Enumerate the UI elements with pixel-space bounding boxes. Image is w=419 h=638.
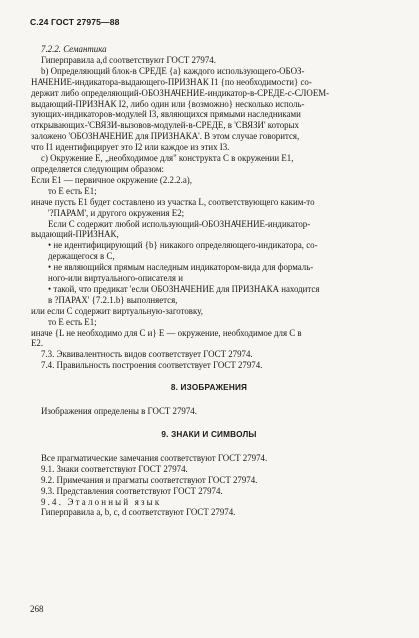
text-line: держащегося в C, [48,251,115,262]
text-line: зующих-индикаторов-модулей I3, являющихся прямыми наследниками [31,109,301,120]
document-body [31,44,387,518]
text-line: НАЧЕНИЕ-индикатора-выдающего-ПРИЗНАК I1 {по необходимости} со- [31,76,312,87]
subsection-title [31,44,387,55]
text-line: заложено 'ОБОЗНАЧЕНИЕ для ПРИЗНАКА'. В этом случае говорится, [31,131,300,142]
text-line: Если C содержит любой использующий-ОБОЗНАЧЕНИЕ-индикатор- [48,218,311,229]
text-line: '?ПАРАМ', и другого окружения E2; [48,207,185,218]
running-header: С.24 ГОСТ 27975—88 [30,17,120,27]
text-line: 9.1. Знаки соответствуют ГОСТ 27974. [41,463,188,474]
text-line: 9.2. Примечания и прагматы соответствуют ГОСТ 27974. [41,474,258,485]
subsection-title-text: 7.2.2. Семантика [41,44,107,54]
text-line: 9.3. Представления соответствуют ГОСТ 27974. [41,485,223,496]
text-line: то E есть E1; [48,185,97,196]
text-line: ного-или виртуального-описателя и [48,273,183,284]
text-line: Гиперправила a, b, c, d соответствуют ГОСТ 27974. [41,507,236,518]
text-line: в ?ПАРАХ' {7.2.1.b} выполняется, [48,294,178,305]
text-line: Если E1 — первичное окружение (2.2.2.a), [31,174,192,185]
section-9-heading: 9. ЗНАКИ И СИМВОЛЫ [161,430,257,439]
text-line: держит либо определяющий-ОБОЗНАЧЕНИЕ-индикатор-в-СРЕДЕ-с-СЛОЕМ- [31,87,330,98]
text-line: Все прагматические замечания соответствуют ГОСТ 27974. [41,452,268,463]
section-8-text: Изображения определены в ГОСТ 27974. [41,406,197,417]
spaced-title-text: 9.4. Эталонный язык [41,496,162,507]
text-line: • такой, что предикат 'если ОБОЗНАЧЕНИЕ для ПРИЗНАКА находится [48,283,320,294]
text-line: E2. [31,338,44,349]
text-line: выдающий-ПРИЗНАК I2, либо один или {возможно} несколько исполь- [31,98,305,109]
page-number: 268 [30,604,44,614]
text-line: иначе {L не необходимо для C и} E — окружение, необходимое для C в [31,327,302,338]
text-line: • не являющийся прямым наследным индикатором-вида для формаль- [48,262,314,273]
text-line: определяется следующим образом: [31,163,164,174]
text-line: открывающих-'СВЯЗИ-вызовов-модулей-в-СРЕДЕ, в 'СВЯЗИ' которых [31,120,299,131]
text-line: или если C содержит виртуальную-заготовку, [31,305,203,316]
text-line: c) Окружение E, „необходимое для" конструкта C в окружении E1, [41,153,294,164]
text-line: то E есть E1; [48,316,97,327]
text-line: 7.3. Эквивалентность видов соответствует ГОСТ 27974. [41,349,253,360]
text-line: что I1 идентифицирует это I2 или каждое из этих I3. [31,142,230,153]
text-line: Гиперправила a,d соответствуют ГОСТ 27974. [41,54,216,65]
text-line: выдающий-ПРИЗНАК, [31,229,119,240]
section-8-heading: 8. ИЗОБРАЖЕНИЯ [170,383,248,393]
text-line: b) Определяющий блок-в СРЕДЕ {a} каждого использующего-ОБОЗ- [41,65,305,76]
text-line: • не идентифицирующий {b} никакого определяющего-индикатора, со- [48,240,318,251]
text-line: 7.4. Правильность построения соответствует ГОСТ 27974. [41,360,263,371]
subsection-title [31,497,387,508]
text-line: иначе пусть E1 будет составлено из участка L, соответствующего каким-то [31,196,315,207]
